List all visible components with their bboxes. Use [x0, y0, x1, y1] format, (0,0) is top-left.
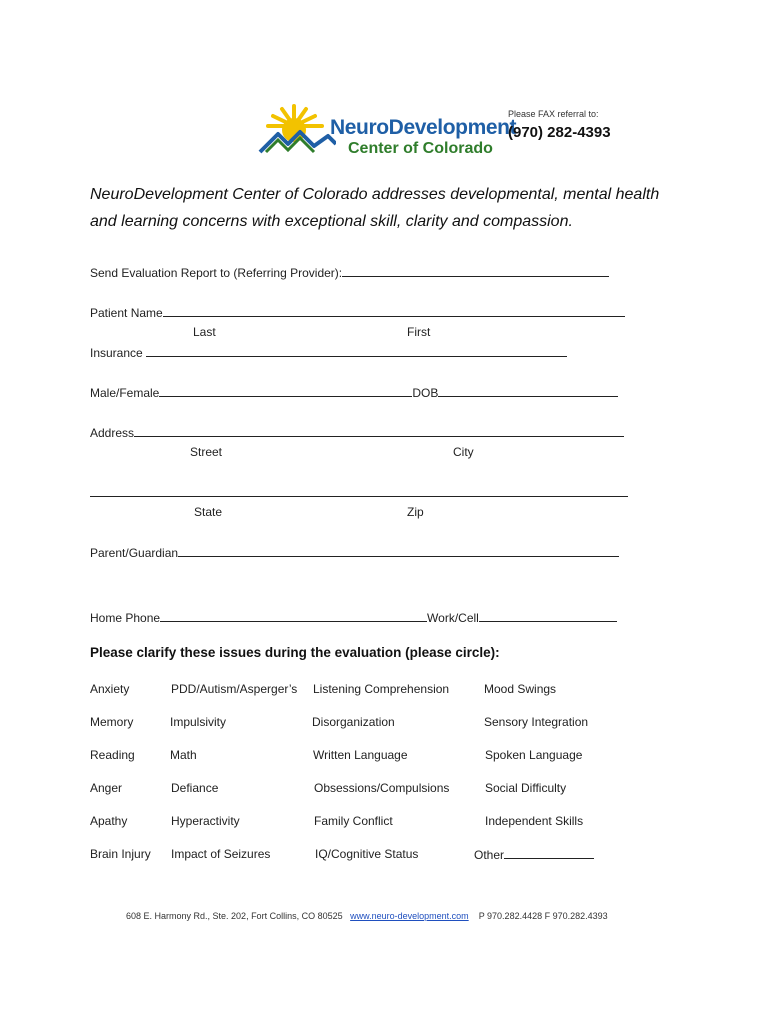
issue-item[interactable]: Disorganization: [312, 715, 395, 729]
parent-guardian-field[interactable]: [90, 545, 619, 560]
dob-label: DOB: [412, 386, 439, 400]
issue-item[interactable]: Defiance: [171, 781, 219, 795]
issue-item[interactable]: Social Difficulty: [485, 781, 567, 795]
first-sublabel: First: [407, 325, 431, 339]
footer: [126, 911, 608, 921]
issue-item[interactable]: Impact of Seizures: [171, 847, 271, 861]
male-female-label: Male/Female: [90, 386, 160, 400]
issue-item[interactable]: Impulsivity: [170, 715, 227, 729]
issue-item[interactable]: Brain Injury: [90, 847, 151, 861]
patient-name-label: Patient Name: [90, 306, 163, 320]
fax-label: Please FAX referral to:: [508, 109, 599, 119]
street-sublabel: Street: [190, 445, 223, 459]
issue-item[interactable]: Obsessions/Compulsions: [314, 781, 450, 795]
issues-heading: Please clarify these issues during the evaluation (please circle):: [90, 645, 500, 660]
issue-item[interactable]: Hyperactivity: [171, 814, 240, 828]
address-label: Address: [90, 426, 135, 440]
issue-item[interactable]: PDD/Autism/Asperger’s: [171, 682, 298, 696]
issue-item[interactable]: Family Conflict: [314, 814, 393, 828]
zip-sublabel: Zip: [407, 505, 424, 519]
sun-mountain-icon: [256, 100, 336, 162]
issue-item[interactable]: Written Language: [313, 748, 408, 762]
other-field[interactable]: [474, 847, 594, 862]
issue-item[interactable]: Sensory Integration: [484, 715, 589, 729]
website-link[interactable]: www.neuro-development.com: [350, 911, 469, 921]
address-field[interactable]: [90, 425, 624, 440]
fax-number: (970) 282-4393: [508, 124, 611, 141]
footer-address: 608 E. Harmony Rd., Ste. 202, Fort Collins, CO 80525: [126, 911, 343, 921]
issue-item[interactable]: Memory: [90, 715, 134, 729]
insurance-field[interactable]: [90, 345, 567, 360]
logo: [256, 100, 517, 162]
logo-line2: Center of Colorado: [348, 140, 493, 157]
state-sublabel: State: [194, 505, 223, 519]
sex-dob-field[interactable]: [90, 385, 618, 400]
footer-phones: P 970.282.4428 F 970.282.4393: [478, 911, 608, 921]
work-cell-label: Work/Cell: [427, 611, 479, 625]
issue-item[interactable]: Math: [170, 748, 197, 762]
issue-item[interactable]: Apathy: [90, 814, 128, 828]
other-label: Other: [474, 848, 505, 862]
home-phone-label: Home Phone: [90, 611, 161, 625]
issue-item[interactable]: Listening Comprehension: [313, 682, 450, 696]
issue-item[interactable]: Anxiety: [90, 682, 130, 696]
insurance-label: Insurance: [90, 346, 143, 360]
issue-item[interactable]: Reading: [90, 748, 135, 762]
city-sublabel: City: [453, 445, 474, 459]
issue-item[interactable]: Spoken Language: [485, 748, 583, 762]
send-report-field[interactable]: [90, 265, 609, 280]
send-report-label: Send Evaluation Report to (Referring Provider):: [90, 266, 343, 280]
last-sublabel: Last: [193, 325, 216, 339]
tagline: NeuroDevelopment Center of Colorado addresses developmental, mental health and learning concerns with exceptional skill, clarity and compassion.: [90, 186, 660, 230]
issue-item[interactable]: Mood Swings: [484, 682, 557, 696]
issue-item[interactable]: Independent Skills: [485, 814, 584, 828]
patient-name-field[interactable]: [90, 305, 625, 320]
issue-item[interactable]: IQ/Cognitive Status: [315, 847, 419, 861]
issue-item[interactable]: Anger: [90, 781, 123, 795]
logo-line1: NeuroDevelopment: [330, 116, 517, 139]
state-zip-field[interactable]: [90, 485, 628, 500]
parent-guardian-label: Parent/Guardian: [90, 546, 179, 560]
phone-field[interactable]: [90, 610, 617, 625]
